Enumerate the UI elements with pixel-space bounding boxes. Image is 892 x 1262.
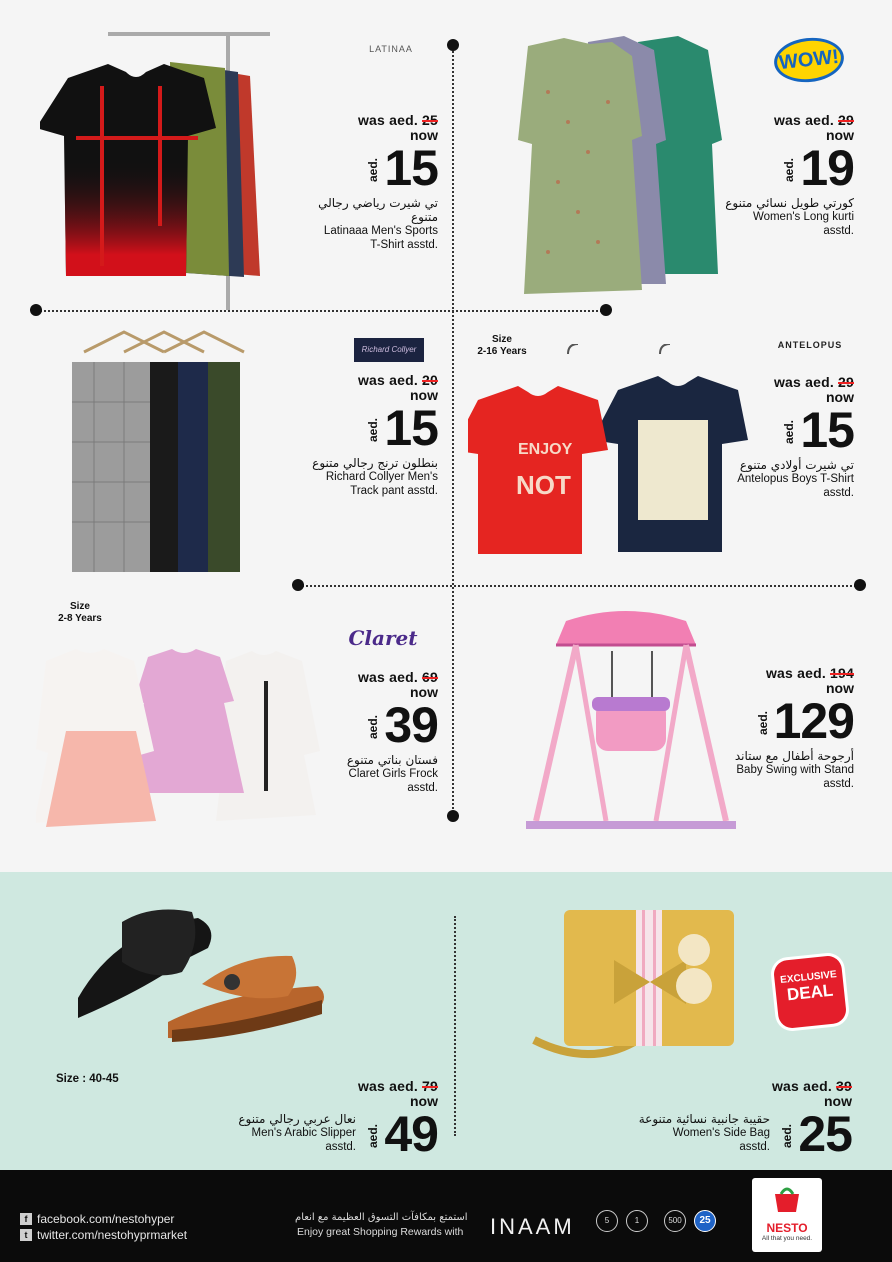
was-price: was aed. 79 [357,1078,438,1094]
product-name-en: asstd. [823,225,854,237]
price-block [290,372,438,498]
kurti-image [488,12,728,302]
size-tag: Size 2-8 Years [58,601,102,624]
price-block [290,669,438,795]
product-name-ar: تي شيرت أولادي متنوع [739,458,854,472]
girls-frock-image [36,621,326,833]
sale-price: 15 [800,402,854,458]
twitter-link[interactable]: t twitter.com/nestohyprmarket [20,1228,187,1242]
currency-label: aed. [780,1123,795,1148]
size-tag: Size 2-16 Years [477,334,527,357]
reward-badge-icon: 25 [694,1210,716,1232]
product-card[interactable] [0,872,454,1170]
tshirt-rack-image [40,26,280,310]
price-block [638,1078,852,1162]
product-name-en: T-Shirt asstd. [370,239,438,251]
product-card[interactable] [0,585,452,867]
now-label: now [826,680,854,696]
price-block [702,112,854,238]
facebook-icon: f [20,1213,32,1225]
was-price: was aed. 39 [771,1078,852,1094]
now-label: now [826,389,854,405]
now-label: now [410,387,438,403]
currency-label: aed. [755,710,770,735]
product-name-en: Women's Long kurti [752,211,854,223]
sale-price: 39 [384,697,438,753]
inaam-promo-ar: استمتع بمكافآت التسوق العظيمة مع انعام [295,1212,468,1223]
product-name-en: Antelopus Boys T-Shirt [737,473,854,485]
now-label: now [826,127,854,143]
product-name-en: Men's Arabic Slipper [251,1127,356,1139]
now-label: now [410,684,438,700]
product-name-ar: نعال عربي رجالي متنوع [238,1112,356,1126]
exclusive-deal-badge: EXCLUSIVE DEAL [773,955,848,1030]
svg-text:ENJOY: ENJOY [518,441,573,458]
price-block [702,665,854,791]
product-name-en: Claret Girls Frock [348,768,438,780]
currency-label: aed. [366,714,381,739]
product-card[interactable] [0,310,452,585]
product-name-ar: تي شيرت رياضي رجالي متنوع [318,196,438,224]
product-name-en: Baby Swing with Stand [736,764,854,776]
product-name-en: asstd. [325,1141,356,1153]
sale-price: 19 [800,140,854,196]
product-card[interactable] [452,0,892,310]
currency-label: aed. [366,157,381,182]
brand-logo-richard-collyer: Richard Collyer [354,338,424,362]
svg-text:NOT: NOT [516,470,571,500]
was-price: was aed. 69 [357,669,438,685]
product-card[interactable] [454,872,892,1170]
nesto-bag-icon [767,1184,807,1214]
product-card[interactable] [0,0,452,310]
sale-price: 25 [798,1106,852,1162]
reward-badge-icon: 500 [664,1210,686,1232]
currency-label: aed. [782,419,797,444]
was-price: was aed. 29 [773,374,854,390]
product-name-ar: فستان بناتي متنوع [346,753,438,767]
brand-logo-claret: Claret [348,626,418,650]
reward-badge-icon: 5 [596,1210,618,1232]
was-price: was aed. 194 [765,665,854,681]
reward-badge-icon: 1 [626,1210,648,1232]
product-name-en: Track pant asstd. [350,485,438,497]
product-name-en: Latinaaa Men's Sports [323,225,438,237]
side-bag-image [524,890,764,1070]
was-price: was aed. 20 [357,372,438,388]
inaam-logo: INAAM [490,1214,575,1239]
sale-price: 15 [384,140,438,196]
sale-price: 15 [384,400,438,456]
nesto-logo: NESTO All that you need. [752,1178,822,1252]
price-block [290,112,438,252]
price-block [702,374,854,500]
product-name-ar: كورتي طويل نسائي متنوع [725,196,854,210]
sale-price: 49 [384,1106,438,1162]
product-name-ar: أرجوحة أطفال مع ستاند [734,749,854,763]
was-price: was aed. 25 [357,112,438,128]
now-label: now [824,1093,852,1109]
now-label: now [410,1093,438,1109]
now-label: now [410,127,438,143]
product-name-en: asstd. [823,487,854,499]
product-name-en: asstd. [407,782,438,794]
was-price: was aed. 29 [773,112,854,128]
currency-label: aed. [782,157,797,182]
sale-price: 129 [773,693,854,749]
currency-label: aed. [366,1123,381,1148]
currency-label: aed. [366,417,381,442]
arabic-slipper-image [72,902,332,1052]
twitter-icon: t [20,1229,32,1241]
product-name-en: Richard Collyer Men's [325,471,438,483]
trackpant-image [64,322,254,582]
facebook-link[interactable]: f facebook.com/nestohyper [20,1212,174,1226]
brand-logo-latinaa: LATINAA [369,44,413,54]
product-name-ar: بنطلون ترنج رجالي متنوع [312,456,438,470]
product-card[interactable] [452,585,892,867]
product-card[interactable] [452,310,892,585]
price-block [236,1078,438,1162]
product-name-en: asstd. [739,1141,770,1153]
inaam-promo-en: Enjoy great Shopping Rewards with [297,1226,464,1238]
brand-logo-antelopus: ANTELOPUS [777,340,843,350]
product-name-ar: حقيبة جانبية نسائية متنوعة [638,1112,770,1126]
product-name-en: Women's Side Bag [672,1127,770,1139]
size-tag: Size : 40-45 [56,1073,119,1085]
product-name-en: asstd. [823,778,854,790]
wow-badge-icon: WOW! [772,34,846,85]
